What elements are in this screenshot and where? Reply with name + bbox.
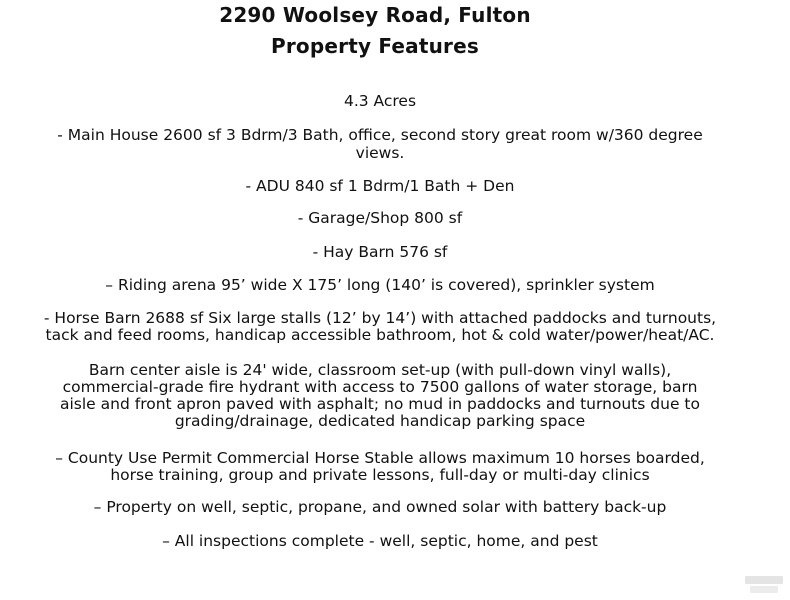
property-features-heading: Property Features [270,34,479,58]
watermark-logo-icon [744,574,784,596]
hay-barn-line: - Hay Barn 576 sf [312,243,448,261]
main-house-line-1: - Main House 2600 sf 3 Bdrm/3 Bath, office, second story great room w/360 degree [57,126,703,144]
barn-aisle-line-2: commercial-grade fire hydrant with access to 7500 gallons of water storage, barn [62,378,698,396]
horse-barn-line-2: tack and feed rooms, handicap accessible bathroom, hot & cold water/power/heat/AC. [45,326,715,344]
barn-aisle-line-3: aisle and front apron paved with asphalt; no mud in paddocks and turnouts due to [60,395,700,413]
main-house-line-2: views. [355,144,405,162]
adu-line: - ADU 840 sf 1 Bdrm/1 Bath + Den [245,177,515,195]
use-permit-line-1: – County Use Permit Commercial Horse Stable allows maximum 10 horses boarded, [55,449,705,467]
garage-line: - Garage/Shop 800 sf [297,209,463,227]
acreage-line: 4.3 Acres [343,92,417,110]
barn-aisle-line-1: Barn center aisle is 24' wide, classroom set-up (with pull-down vinyl walls), [88,361,672,379]
use-permit-line-2: horse training, group and private lessons, full-day or multi-day clinics [110,466,650,484]
riding-arena-line: – Riding arena 95’ wide X 175’ long (140’ is covered), sprinkler system [105,276,655,294]
barn-aisle-line-4: grading/drainage, dedicated handicap parking space [174,412,586,430]
horse-barn-line-1: - Horse Barn 2688 sf Six large stalls (12’ by 14’) with attached paddocks and turnouts, [43,309,717,327]
inspections-line: – All inspections complete - well, septic, home, and pest [162,532,598,550]
address-title: 2290 Woolsey Road, Fulton [219,3,531,27]
utilities-line: – Property on well, septic, propane, and owned solar with battery back-up [93,498,667,516]
